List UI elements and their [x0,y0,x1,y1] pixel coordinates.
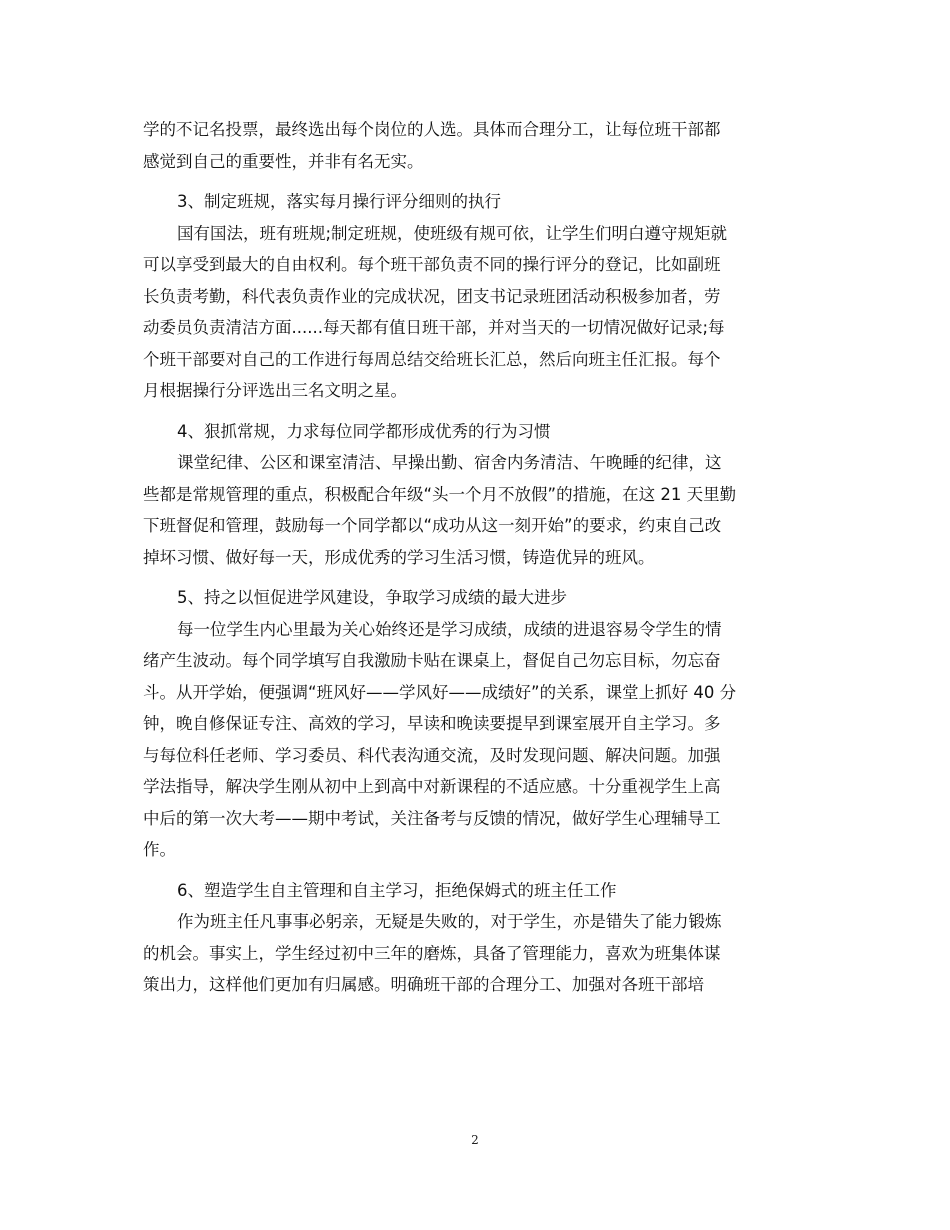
page-number: 2 [471,1133,479,1147]
text-line: 动委员负责清洁方面......每天都有值日班干部，并对当天的一切情况做好记录;每 [143,318,725,337]
text-line: 绪产生波动。每个同学填写自我激励卡贴在课桌上，督促自己勿忘目标，勿忘奋 [143,651,721,670]
text-line: 的机会。事实上，学生经过初中三年的磨炼，具备了管理能力，喜欢为班集体谋 [143,943,721,963]
text-line: 月根据操行分评选出三名文明之星。 [143,381,407,400]
text-line: 国有国法，班有班规;制定班规，使班级有规可依，让学生们明白遵守规矩就 [177,223,728,243]
section-heading-6: 6、塑造学生自主管理和自主学习，拒绝保姆式的班主任工作 [177,880,617,900]
text-line: 个班干部要对自己的工作进行每周总结交给班长汇总，然后向班主任汇报。每个 [143,349,721,369]
text-line: 斗。从开学始，便强调“班风好——学风好——成绩好”的关系，课堂上抓好 40 分 [143,682,737,702]
document-body [143,114,808,1001]
text-line: 课堂纪律、公区和课室清洁、早操出勤、宿舍内务清洁、午晚睡的纪律，这 [177,453,722,472]
section-heading-4: 4、狠抓常规，力求每位同学都形成优秀的行为习惯 [177,421,551,441]
text-line: 掉坏习惯、做好每一天，形成优秀的学习生活习惯，铸造优异的班风。 [143,547,655,567]
text-line: 长负责考勤，科代表负责作业的完成状况，团支书记录班团活动积极参加者，劳 [143,286,721,306]
text-line: 中后的第一次大考——期中考试，关注备考与反馈的情况，做好学生心理辅导工 [143,808,721,828]
section-heading-3: 3、制定班规，落实每月操行评分细则的执行 [177,192,501,211]
text-line: 学法指导，解决学生刚从初中上到高中对新课程的不适应感。十分重视学生上高 [143,777,721,796]
text-line: 策出力，这样他们更加有归属感。明确班干部的合理分工、加强对各班干部培 [143,975,704,994]
section-heading-5: 5、持之以恒促进学风建设，争取学习成绩的最大进步 [177,588,567,607]
text-line: 下班督促和管理，鼓励每一个同学都以“成功从这一刻开始”的要求，约束自己改 [143,516,722,535]
text-line: 可以享受到最大的自由权利。每个班干部负责不同的操行评分的登记，比如副班 [143,255,721,274]
text-line: 作。 [143,840,176,859]
text-line: 每一位学生内心里最为关心始终还是学习成绩，成绩的进退容易令学生的情 [177,619,722,639]
text-line: 钟，晚自修保证专注、高效的学习，早读和晚读要提早到课室展开自主学习。多 [143,714,721,733]
text-line: 感觉到自己的重要性，并非有名无实。 [143,151,424,171]
text-line: 与每位科任老师、学习委员、科代表沟通交流，及时发现问题、解决问题。加强 [143,745,721,765]
text-line: 些都是常规管理的重点，积极配合年级“头一个月不放假”的措施，在这 21 天里勤 [143,484,737,504]
text-line: 学的不记名投票，最终选出每个岗位的人选。具体而合理分工，让每位班干部都 [143,120,721,139]
text-line: 作为班主任凡事事必躬亲，无疑是失败的，对于学生，亦是错失了能力锻炼 [177,912,722,931]
